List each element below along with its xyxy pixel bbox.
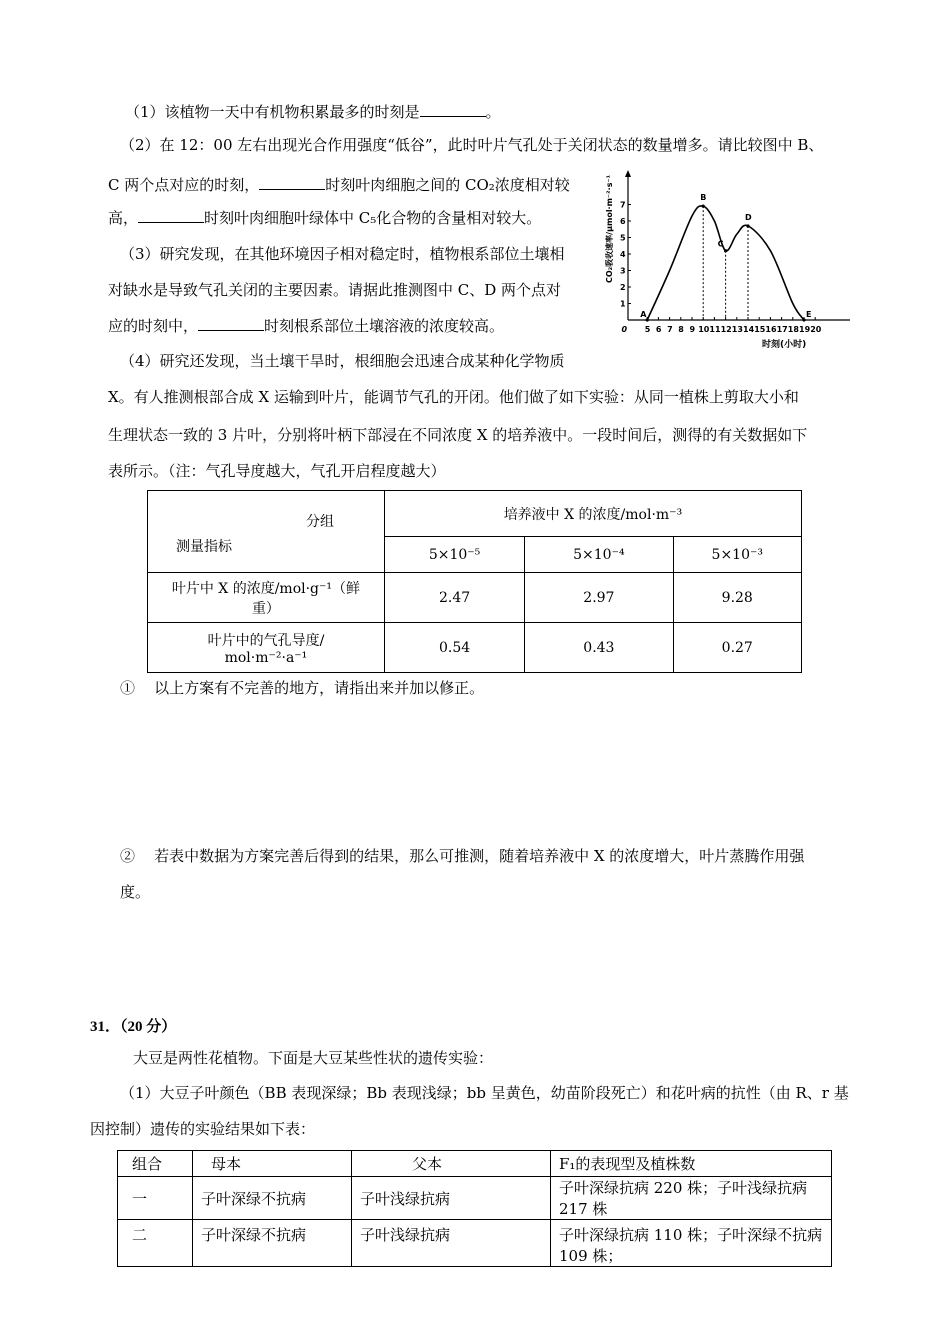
x-tick-label: 14 (743, 325, 755, 334)
y-tick-label: 3 (620, 266, 626, 276)
y-tick-label: 7 (620, 200, 626, 210)
x-tick-label: 5 (644, 325, 651, 334)
table-cell: 0.54 (384, 623, 524, 673)
group-label: 分组 (306, 514, 334, 530)
table-cell: 0.43 (525, 623, 673, 673)
co2-absorption-chart (600, 165, 858, 350)
y-tick-label: 5 (620, 233, 626, 243)
table-cell: 0.27 (673, 623, 801, 673)
table-header-row (118, 1151, 832, 1177)
q3-line-2: 对缺水是导致气孔关闭的主要因素。请据此推测图中 C、D 两个点对 (108, 281, 562, 299)
table-row (118, 1220, 832, 1267)
table-row (118, 1177, 832, 1220)
x-tick-label: 18 (787, 325, 799, 334)
x-tick-label: 9 (689, 325, 696, 334)
column-header: 5×10⁻³ (673, 537, 801, 573)
y-axis-arrow (625, 170, 631, 177)
q31-intro: 大豆是两性花植物。下面是大豆某些性状的遗传实验： (133, 1049, 494, 1067)
table-cell: 子叶浅绿抗病 (352, 1177, 551, 1220)
table-cell: 子叶深绿不抗病 (193, 1220, 352, 1267)
q4-line-3: 生理状态一致的 3 片叶，分别将叶柄下部浸在不同浓度 X 的培养液中。一段时间后，测得的有关数据如下 (108, 426, 808, 444)
q4-line-1: （4）研究还发现，当土壤干旱时，根细胞会迅速合成某种化学物质 (120, 352, 565, 370)
column-header: 母本 (193, 1151, 352, 1177)
x-tick-label: 8 (678, 325, 684, 334)
x-tick-label: 13 (731, 325, 743, 334)
point-label: C (717, 239, 724, 249)
answer-blank[interactable] (198, 316, 264, 331)
indicator-label: 测量指标 (176, 539, 232, 555)
column-header: 5×10⁻⁵ (384, 537, 524, 573)
chart-axes (625, 170, 850, 320)
question-31-header: 31．（20 分） (90, 1019, 177, 1035)
y-tick-label: 4 (620, 250, 626, 259)
table-cell: 一 (118, 1177, 193, 1220)
x-tick-label: 11 (709, 325, 721, 334)
table-cell: 2.97 (525, 573, 673, 623)
y-tick-label: 2 (620, 283, 626, 292)
table-cell: 子叶深绿抗病 220 株；子叶浅绿抗病 217 株 (551, 1177, 832, 1220)
answer-blank[interactable] (259, 175, 325, 190)
data-table-2 (117, 1150, 832, 1267)
q2-line-3: 高， 时刻叶肉细胞叶绿体中 C₅化合物的含量相对较大。 (108, 209, 542, 227)
q31-line-1: （1）大豆子叶颜色（BB 表现深绿；Bb 表现浅绿；bb 呈黄色，幼苗阶段死亡）和花叶病的抗性（由 R、r 基 (120, 1084, 849, 1102)
sub-question-2: ② 若表中数据为方案完善后得到的结果，那么可推测，随着培养液中 X 的浓度增大，叶片蒸腾作用强 (120, 847, 805, 865)
data-point (724, 249, 727, 252)
corner-header-cell (148, 491, 385, 573)
column-header: F₁的表现型及植株数 (551, 1151, 832, 1177)
y-axis-label: CO₂吸收速率/μmol·m⁻²·s⁻¹ (605, 174, 614, 283)
column-header: 组合 (118, 1151, 193, 1177)
table-row (148, 573, 802, 623)
table-cell: 子叶深绿抗病 110 株；子叶深绿不抗病 109 株； (551, 1220, 832, 1267)
row-label: 叶片中的气孔导度/ mol·m⁻²·a⁻¹ (148, 623, 385, 673)
q2-line-2: C 两个点对应的时刻， 时刻叶肉细胞之间的 CO₂浓度相对较 (108, 176, 570, 194)
answer-blank[interactable] (138, 208, 204, 223)
x-tick-label: 17 (776, 325, 788, 334)
point-label: A (640, 310, 647, 319)
data-point (746, 224, 749, 227)
answer-blank[interactable] (420, 102, 486, 117)
q1-text: （1）该植物一天中有机物积累最多的时刻是 (125, 103, 420, 121)
concentration-header: 培养液中 X 的浓度/mol·m⁻³ (384, 491, 801, 537)
column-header: 父本 (352, 1151, 551, 1177)
q3-line-3: 应的时刻中， 时刻根系部位土壤溶液的浓度较高。 (108, 317, 505, 335)
table-cell: 子叶浅绿抗病 (352, 1220, 551, 1267)
table-cell: 9.28 (673, 573, 801, 623)
q1-line: （1）该植物一天中有机物积累最多的时刻是 。 (125, 103, 501, 121)
x-tick-label: 0 (621, 325, 628, 334)
column-header: 5×10⁻⁴ (525, 537, 673, 573)
x-tick-label: 15 (754, 325, 766, 334)
q4-line-2: X。有人推测根部合成 X 运输到叶片，能调节气孔的开闭。他们做了如下实验：从同一植株上剪取大小和 (108, 388, 799, 406)
point-label: B (700, 193, 707, 203)
x-tick-label: 10 (698, 325, 710, 334)
x-tick-label: 20 (810, 325, 822, 334)
data-point (702, 205, 705, 208)
q2-line-1: （2）在 12：00 左右出现光合作用强度“低谷”，此时叶片气孔处于关闭状态的数量增多。请比较图中 B、 (120, 136, 824, 154)
q31-line-2: 因控制）遗传的实验结果如下表： (90, 1120, 316, 1138)
chart-plot (640, 193, 811, 321)
x-tick-label: 12 (720, 325, 732, 334)
sub-question-2-cont: 度。 (120, 883, 151, 901)
data-table-1 (147, 490, 802, 673)
y-tick-label: 6 (620, 217, 626, 226)
x-tick-label: 7 (667, 325, 673, 334)
x-tick-label: 19 (799, 325, 811, 334)
x-axis-label: 时刻(小时) (762, 340, 807, 350)
y-tick-label: 1 (620, 299, 626, 309)
row-label: 叶片中 X 的浓度/mol·g⁻¹（鲜 重） (148, 573, 385, 623)
x-tick-label: 6 (655, 325, 662, 334)
q4-line-4: 表所示。（注：气孔导度越大，气孔开启程度越大） (108, 462, 446, 480)
x-tick-label: 16 (765, 325, 777, 334)
table-row (148, 623, 802, 673)
table-cell: 子叶深绿不抗病 (193, 1177, 352, 1220)
point-label: D (745, 212, 752, 222)
q3-line-1: （3）研究发现，在其他环境因子相对稳定时，植物根系部位土壤相 (120, 245, 565, 263)
table-cell: 2.47 (384, 573, 524, 623)
sub-question-1: ① 以上方案有不完善的地方，请指出来并加以修正。 (120, 679, 485, 697)
table-cell: 二 (118, 1220, 193, 1267)
point-label: E (806, 310, 812, 319)
